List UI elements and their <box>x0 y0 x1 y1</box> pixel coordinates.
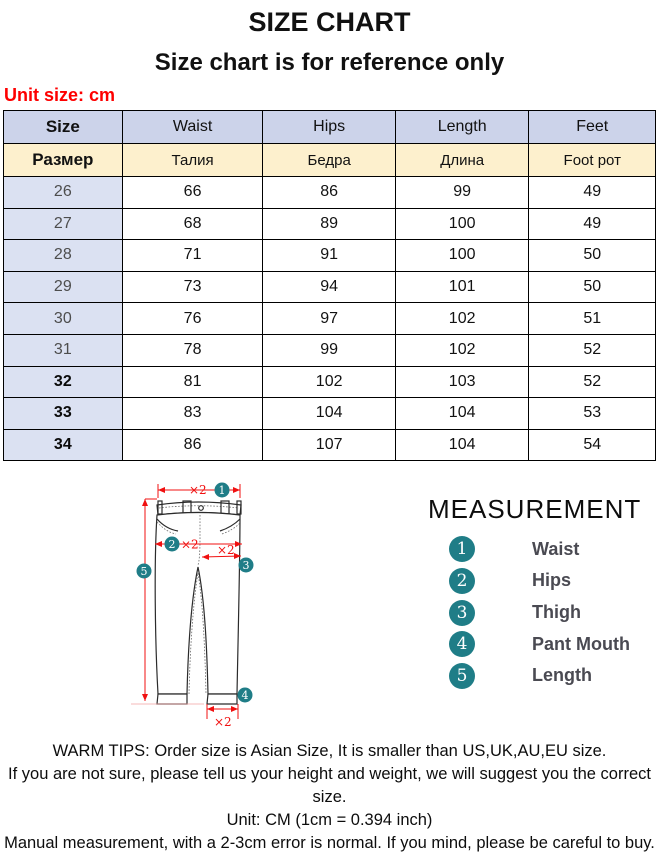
value-cell: 53 <box>529 398 656 430</box>
col-header-feet-ru: Foot рот <box>529 144 656 177</box>
x2-label-thigh: ×2 <box>217 543 235 558</box>
measurement-heading: MEASUREMENT <box>428 494 642 525</box>
col-header-waist: Waist <box>122 111 263 144</box>
value-cell: 50 <box>529 271 656 303</box>
value-cell: 49 <box>529 177 656 209</box>
col-header-size-ru: Размер <box>4 144 123 177</box>
col-header-length: Length <box>395 111 529 144</box>
col-header-length-ru: Длина <box>395 144 529 177</box>
table-row <box>4 303 656 335</box>
legend-item <box>428 536 635 562</box>
size-cell: 26 <box>4 177 123 209</box>
svg-text:5: 5 <box>140 565 148 579</box>
measurement-legend <box>428 494 642 694</box>
table-row <box>4 240 656 272</box>
value-cell: 54 <box>529 429 656 461</box>
value-cell: 86 <box>263 177 395 209</box>
svg-text:2: 2 <box>168 538 176 552</box>
size-cell: 27 <box>4 208 123 240</box>
unit-note: Unit size: cm <box>4 85 116 105</box>
legend-label: Waist <box>532 538 580 559</box>
value-cell: 107 <box>263 429 395 461</box>
header-row-russian <box>4 144 656 177</box>
tips-line: Unit: CM (1cm = 0.394 inch) <box>226 811 433 830</box>
table-row <box>4 366 656 398</box>
value-cell: 99 <box>263 334 395 366</box>
svg-text:4: 4 <box>241 689 249 703</box>
table-row <box>4 429 656 461</box>
measurement-diagram-section <box>0 461 659 740</box>
value-cell: 52 <box>529 366 656 398</box>
value-cell: 102 <box>395 334 529 366</box>
page-subtitle: Size chart is for reference only <box>154 49 505 76</box>
page-title: SIZE CHART <box>248 7 411 37</box>
value-cell: 104 <box>395 398 529 430</box>
pants-measurement-diagram <box>128 481 276 737</box>
col-header-size: Size <box>4 111 123 144</box>
legend-number-badge: 4 <box>449 631 475 657</box>
value-cell: 99 <box>395 177 529 209</box>
value-cell: 66 <box>122 177 263 209</box>
value-cell: 83 <box>122 398 263 430</box>
value-cell: 104 <box>263 398 395 430</box>
value-cell: 49 <box>529 208 656 240</box>
x2-label-hips: ×2 <box>181 537 199 552</box>
warm-tips <box>0 740 659 855</box>
size-cell: 29 <box>4 271 123 303</box>
legend-number-badge: 3 <box>449 600 475 626</box>
measurement-legend-items <box>428 536 635 688</box>
value-cell: 71 <box>122 240 263 272</box>
value-cell: 103 <box>395 366 529 398</box>
size-cell: 30 <box>4 303 123 335</box>
value-cell: 94 <box>263 271 395 303</box>
value-cell: 97 <box>263 303 395 335</box>
col-header-hips-ru: Бедра <box>263 144 395 177</box>
col-header-feet: Feet <box>529 111 656 144</box>
size-cell: 34 <box>4 429 123 461</box>
legend-item <box>428 568 635 594</box>
x2-label-waist: ×2 <box>189 483 207 498</box>
value-cell: 86 <box>122 429 263 461</box>
value-cell: 102 <box>395 303 529 335</box>
value-cell: 102 <box>263 366 395 398</box>
tips-line: Manual measurement, with a 2-3cm error is normal. If you mind, please be careful to buy. <box>4 834 655 853</box>
legend-label: Pant Mouth <box>532 633 630 654</box>
legend-item <box>428 631 635 657</box>
value-cell: 73 <box>122 271 263 303</box>
legend-label: Hips <box>532 570 572 591</box>
diagram-marker-3 <box>239 558 254 573</box>
value-cell: 51 <box>529 303 656 335</box>
value-cell: 78 <box>122 334 263 366</box>
size-cell: 32 <box>4 366 123 398</box>
value-cell: 104 <box>395 429 529 461</box>
value-cell: 100 <box>395 240 529 272</box>
table-row <box>4 208 656 240</box>
tips-line: WARM TIPS: Order size is Asian Size, It is smaller than US,UK,AU,EU size. <box>52 742 607 761</box>
pants-outline-drawing <box>155 501 241 704</box>
value-cell: 100 <box>395 208 529 240</box>
table-row <box>4 177 656 209</box>
size-cell: 28 <box>4 240 123 272</box>
size-cell: 33 <box>4 398 123 430</box>
legend-label: Length <box>532 665 592 686</box>
value-cell: 91 <box>263 240 395 272</box>
size-table-body <box>4 177 656 461</box>
value-cell: 68 <box>122 208 263 240</box>
diagram-marker-5 <box>137 564 152 579</box>
legend-item <box>428 600 635 626</box>
tips-line: If you are not sure, please tell us your height and weight, we will suggest you the correct <box>8 765 651 784</box>
diagram-marker-2 <box>165 537 180 552</box>
legend-number-badge: 2 <box>449 568 475 594</box>
legend-item <box>428 663 635 689</box>
tips-line: size. <box>312 788 347 807</box>
value-cell: 81 <box>122 366 263 398</box>
legend-number-badge: 5 <box>449 663 475 689</box>
size-chart-table <box>3 110 656 461</box>
diagram-marker-1 <box>215 483 230 498</box>
value-cell: 101 <box>395 271 529 303</box>
value-cell: 76 <box>122 303 263 335</box>
table-row <box>4 398 656 430</box>
diagram-marker-4 <box>238 688 253 703</box>
table-row <box>4 334 656 366</box>
table-row <box>4 271 656 303</box>
value-cell: 89 <box>263 208 395 240</box>
value-cell: 50 <box>529 240 656 272</box>
size-cell: 31 <box>4 334 123 366</box>
x2-label-pant-mouth: ×2 <box>214 715 232 730</box>
col-header-hips: Hips <box>263 111 395 144</box>
svg-text:3: 3 <box>242 559 250 573</box>
svg-text:1: 1 <box>218 484 226 498</box>
col-header-waist-ru: Талия <box>122 144 263 177</box>
legend-number-badge: 1 <box>449 536 475 562</box>
header-row-english <box>4 111 656 144</box>
value-cell: 52 <box>529 334 656 366</box>
legend-label: Thigh <box>532 602 581 623</box>
